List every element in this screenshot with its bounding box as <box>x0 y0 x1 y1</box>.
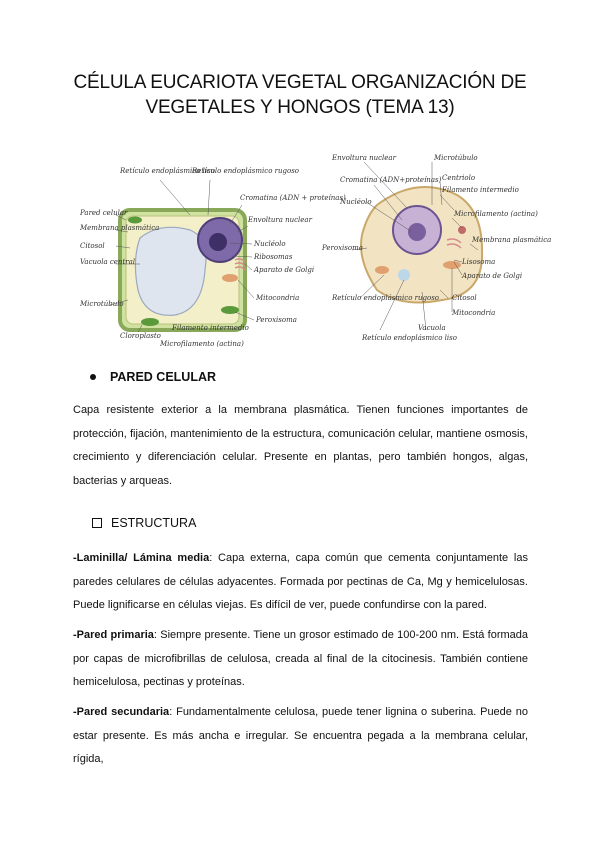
label-cloroplasto: Cloroplasto <box>120 332 161 340</box>
checkbox-icon <box>92 518 102 528</box>
text-primaria: : Siempre presente. Tiene un grosor estimado de 100-200 nm. Está formada por capas de microfibrillas de celulosa, creada al final de la citocinesis. También contiene hemicelulosa, pectinas y proteínas. <box>73 629 529 688</box>
label-reticulo-liso-r: Retículo endoplásmico liso <box>362 334 457 342</box>
label-nucleolo-r: Nucléolo <box>340 198 372 206</box>
label-lisosoma-r: Lisosoma <box>462 258 496 266</box>
section-heading-text: ESTRUCTURA <box>111 516 197 530</box>
label-filamento: Filamento intermedio <box>172 324 249 332</box>
paragraph-primaria <box>73 624 528 695</box>
label-peroxisoma-r: Peroxisoma <box>322 244 363 252</box>
label-citosol-r: Citosol <box>452 294 477 302</box>
label-membrana-r: Membrana plasmática <box>472 236 552 244</box>
page-title: CÉLULA EUCARIOTA VEGETAL ORGANIZACIÓN DE VEGETALES Y HONGOS (TEMA 13) <box>73 72 527 118</box>
label-membrana: Membrana plasmática <box>80 224 160 232</box>
section-heading-text: PARED CELULAR <box>110 370 217 384</box>
paragraph-pared: Capa resistente exterior a la membrana plasmática. Tienen funciones importantes de protección, fijación, mantenimiento de la estructura, comunicación celular, mantiene osmosis, crecimiento y diferenciación celular. Presente en plantas, pero también hongos, algas, bacterias y arqueas. <box>73 404 528 487</box>
section-heading-pared <box>90 370 216 384</box>
label-reticulo-rugoso-r: Retículo endoplásmico rugoso <box>332 294 439 302</box>
animal-cell-diagram <box>322 150 552 355</box>
section-heading-estructura <box>92 516 196 530</box>
label-microfilamento-r: Microfilamento (actina) <box>454 210 538 218</box>
text-lamina: : Capa externa, capa común que cementa conjuntamente las paredes celulares de células adyacentes. Formada por pectinas de Ca, Mg y hemicelulosas. Puede lignificarse en células viejas. Es difícil de ver, puede confundirse con la pared. <box>73 552 528 611</box>
label-rer: Retículo endoplásmico rugoso <box>192 167 299 175</box>
label-envoltura-r: Envoltura nuclear <box>332 154 396 162</box>
term-secundaria: -Pared secundaria <box>73 706 170 718</box>
label-ribosomas: Ribosomas <box>254 253 293 261</box>
label-rel: Retículo endoplásmico liso <box>120 167 215 175</box>
label-microfilamento: Microfilamento (actina) <box>160 340 244 348</box>
text-secundaria: : Fundamentalmente celulosa, puede tener lignina o suberina. Puede no estar presente. Es más ancha e irregular. Se encuentra pegada a la membrana celular, rígida, <box>73 706 529 765</box>
label-vacuola-r: Vacuola <box>418 324 446 332</box>
animal-cell-figure <box>322 150 552 355</box>
label-pared: Pared celular <box>80 209 128 217</box>
paragraph-secundaria <box>73 701 528 772</box>
paragraph-lamina <box>73 547 528 618</box>
label-microtubulo: Microtúbulo <box>80 300 124 308</box>
label-nucleolo: Nucléolo <box>254 240 286 248</box>
label-peroxisoma: Peroxisoma <box>256 316 297 324</box>
label-envoltura: Envoltura nuclear <box>248 216 312 224</box>
bullet-icon <box>90 374 96 380</box>
label-centriolo-r: Centriolo <box>442 174 476 182</box>
term-primaria: -Pared primaria <box>73 629 154 641</box>
label-cromatina: Cromatina (ADN + proteínas) <box>240 194 346 202</box>
plant-cell-figure <box>80 160 346 355</box>
label-cromatina-r: Cromatina (ADN+proteínas) <box>340 176 442 184</box>
label-filamento-r: Filamento intermedio <box>442 186 519 194</box>
term-lamina: -Laminilla/ Lámina media <box>73 552 210 564</box>
label-microtubulo-r: Microtúbulo <box>434 154 478 162</box>
label-mitocondria: Mitocondria <box>256 294 300 302</box>
label-mitocondria-r: Mitocondria <box>452 309 496 317</box>
plant-cell-diagram <box>80 160 346 355</box>
label-citosol: Citosol <box>80 242 105 250</box>
label-golgi: Aparato de Golgi <box>254 266 315 274</box>
label-vacuola: Vacuola central <box>80 258 136 266</box>
label-golgi-r: Aparato de Golgi <box>462 272 523 280</box>
